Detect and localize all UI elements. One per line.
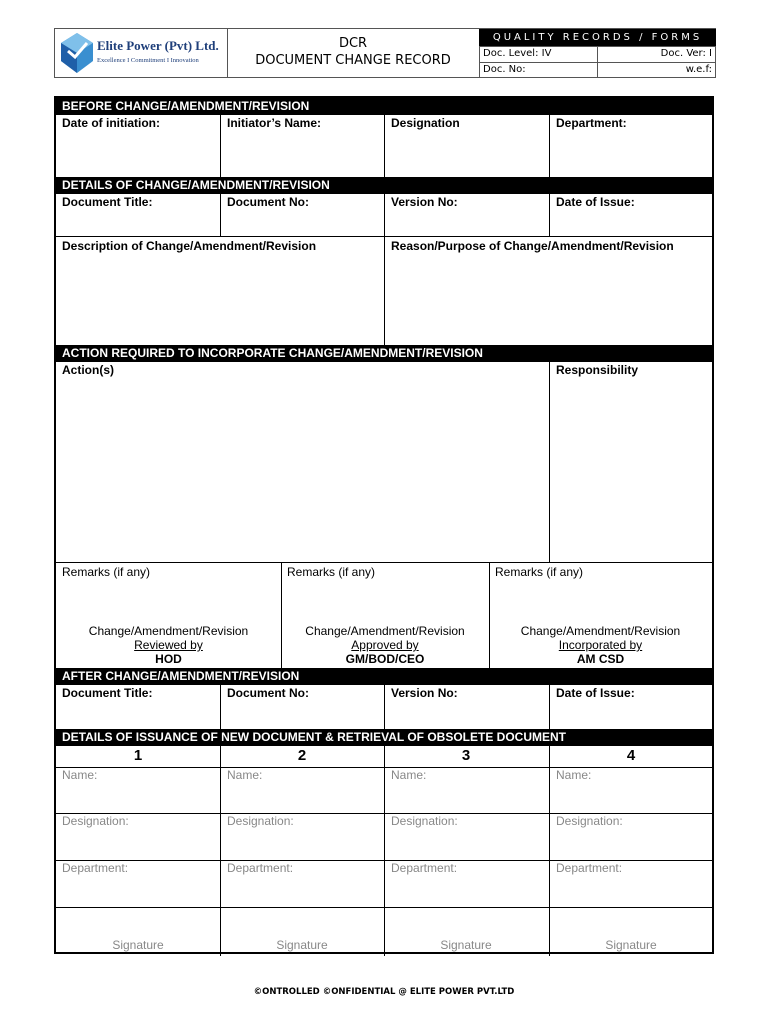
issuance-designation-field[interactable]: Designation: [556,814,623,828]
doc-ver [661,48,712,59]
version-no-field[interactable]: Version No: [391,195,458,209]
issuance-designation-field[interactable]: Designation: [391,814,458,828]
issuance-name-field[interactable]: Name: [391,768,427,782]
issuance-designation-field[interactable]: Designation: [62,814,129,828]
issuance-name-field[interactable]: Name: [227,768,263,782]
doc-level-label: Doc. Level: [483,48,539,59]
page-footer: ©ONTROLLED ©ONFIDENTIAL @ ELITE POWER PVT.LTD [253,987,515,997]
reviewed-line1: Change/Amendment/Revision [88,624,249,638]
description-of-change-field[interactable]: Description of Change/Amendment/Revision [62,239,317,253]
issuance-signature-field[interactable]: Signature [605,938,657,952]
section-details-of-change: DETAILS OF CHANGE/AMENDMENT/REVISION [56,177,712,194]
doc-title: DOCUMENT CHANGE RECORD [255,53,451,68]
department-field[interactable]: Department: [556,116,627,130]
doc-ver-value: I [709,48,712,59]
company-name: Elite Power (Pvt) Ltd. [97,38,219,53]
issuance-name-field[interactable]: Name: [556,768,592,782]
incorporator-role: AM CSD [576,652,625,666]
column-number: 3 [461,747,471,764]
reviewed-by-label: Reviewed by [134,638,203,652]
doc-no-label: Doc. No: [483,64,526,75]
remarks-incorporator-field[interactable]: Remarks (if any) [495,565,584,579]
issuance-name-field[interactable]: Name: [62,768,98,782]
column-number: 4 [626,747,636,764]
company-tagline: Excellence I Commitment I Innovation [97,57,199,64]
reason-of-change-field[interactable]: Reason/Purpose of Change/Amendment/Revision [391,239,674,253]
incorporated-line1: Change/Amendment/Revision [520,624,681,638]
issuance-signature-field[interactable]: Signature [112,938,164,952]
issuance-signature-field[interactable]: Signature [440,938,492,952]
approved-by-block [281,624,489,666]
wef-label: w.e.f: [685,64,712,75]
designation-field[interactable]: Designation [391,116,460,130]
after-date-of-issue-field[interactable]: Date of Issue: [556,686,635,700]
after-version-no-field[interactable]: Version No: [391,686,458,700]
column-number: 1 [133,747,143,764]
incorporated-by-block [489,624,712,666]
responsibility-field[interactable]: Responsibility [556,363,639,377]
section-before-change: BEFORE CHANGE/AMENDMENT/REVISION [56,98,712,115]
column-number: 2 [297,747,307,764]
incorporated-by-label: Incorporated by [558,638,643,652]
change-record-form [54,96,714,954]
document-no-field[interactable]: Document No: [227,195,309,209]
after-document-title-field[interactable]: Document Title: [62,686,153,700]
document-header [54,28,716,78]
section-issuance-retrieval: DETAILS OF ISSUANCE OF NEW DOCUMENT & RETRIEVAL OF OBSOLETE DOCUMENT [56,729,712,746]
issuance-department-field[interactable]: Department: [556,861,623,875]
date-of-issue-field[interactable]: Date of Issue: [556,195,635,209]
logo-mark-icon [59,31,95,75]
quality-records-box [479,29,716,77]
document-title-field[interactable]: Document Title: [62,195,153,209]
doc-level-value: IV [541,48,552,59]
remarks-reviewer-field[interactable]: Remarks (if any) [62,565,151,579]
section-after-change: AFTER CHANGE/AMENDMENT/REVISION [56,668,712,685]
doc-level-row [479,46,716,62]
actions-field[interactable]: Action(s) [62,363,114,377]
reviewer-role: HOD [155,652,182,666]
company-logo [55,29,228,77]
reviewed-by-block [56,624,281,666]
issuance-department-field[interactable]: Department: [391,861,458,875]
date-of-initiation-field[interactable]: Date of initiation: [62,116,160,130]
quality-band: QUALITY RECORDS / FORMS [479,29,716,46]
document-title-box [227,29,480,77]
approved-by-label: Approved by [351,638,419,652]
section-action-required: ACTION REQUIRED TO INCORPORATE CHANGE/AMENDMENT/REVISION [56,345,712,362]
issuance-signature-field[interactable]: Signature [276,938,328,952]
after-document-no-field[interactable]: Document No: [227,686,309,700]
approved-line1: Change/Amendment/Revision [305,624,465,638]
initiator-name-field[interactable]: Initiator’s Name: [227,116,322,130]
remarks-approver-field[interactable]: Remarks (if any) [287,565,376,579]
issuance-department-field[interactable]: Department: [62,861,129,875]
issuance-designation-field[interactable]: Designation: [227,814,294,828]
doc-ver-label: Doc. Ver: [660,48,706,59]
approver-role: GM/BOD/CEO [345,652,425,666]
doc-no-row [479,62,716,78]
issuance-department-field[interactable]: Department: [227,861,294,875]
doc-level [483,48,551,59]
doc-code: DCR [338,36,368,51]
